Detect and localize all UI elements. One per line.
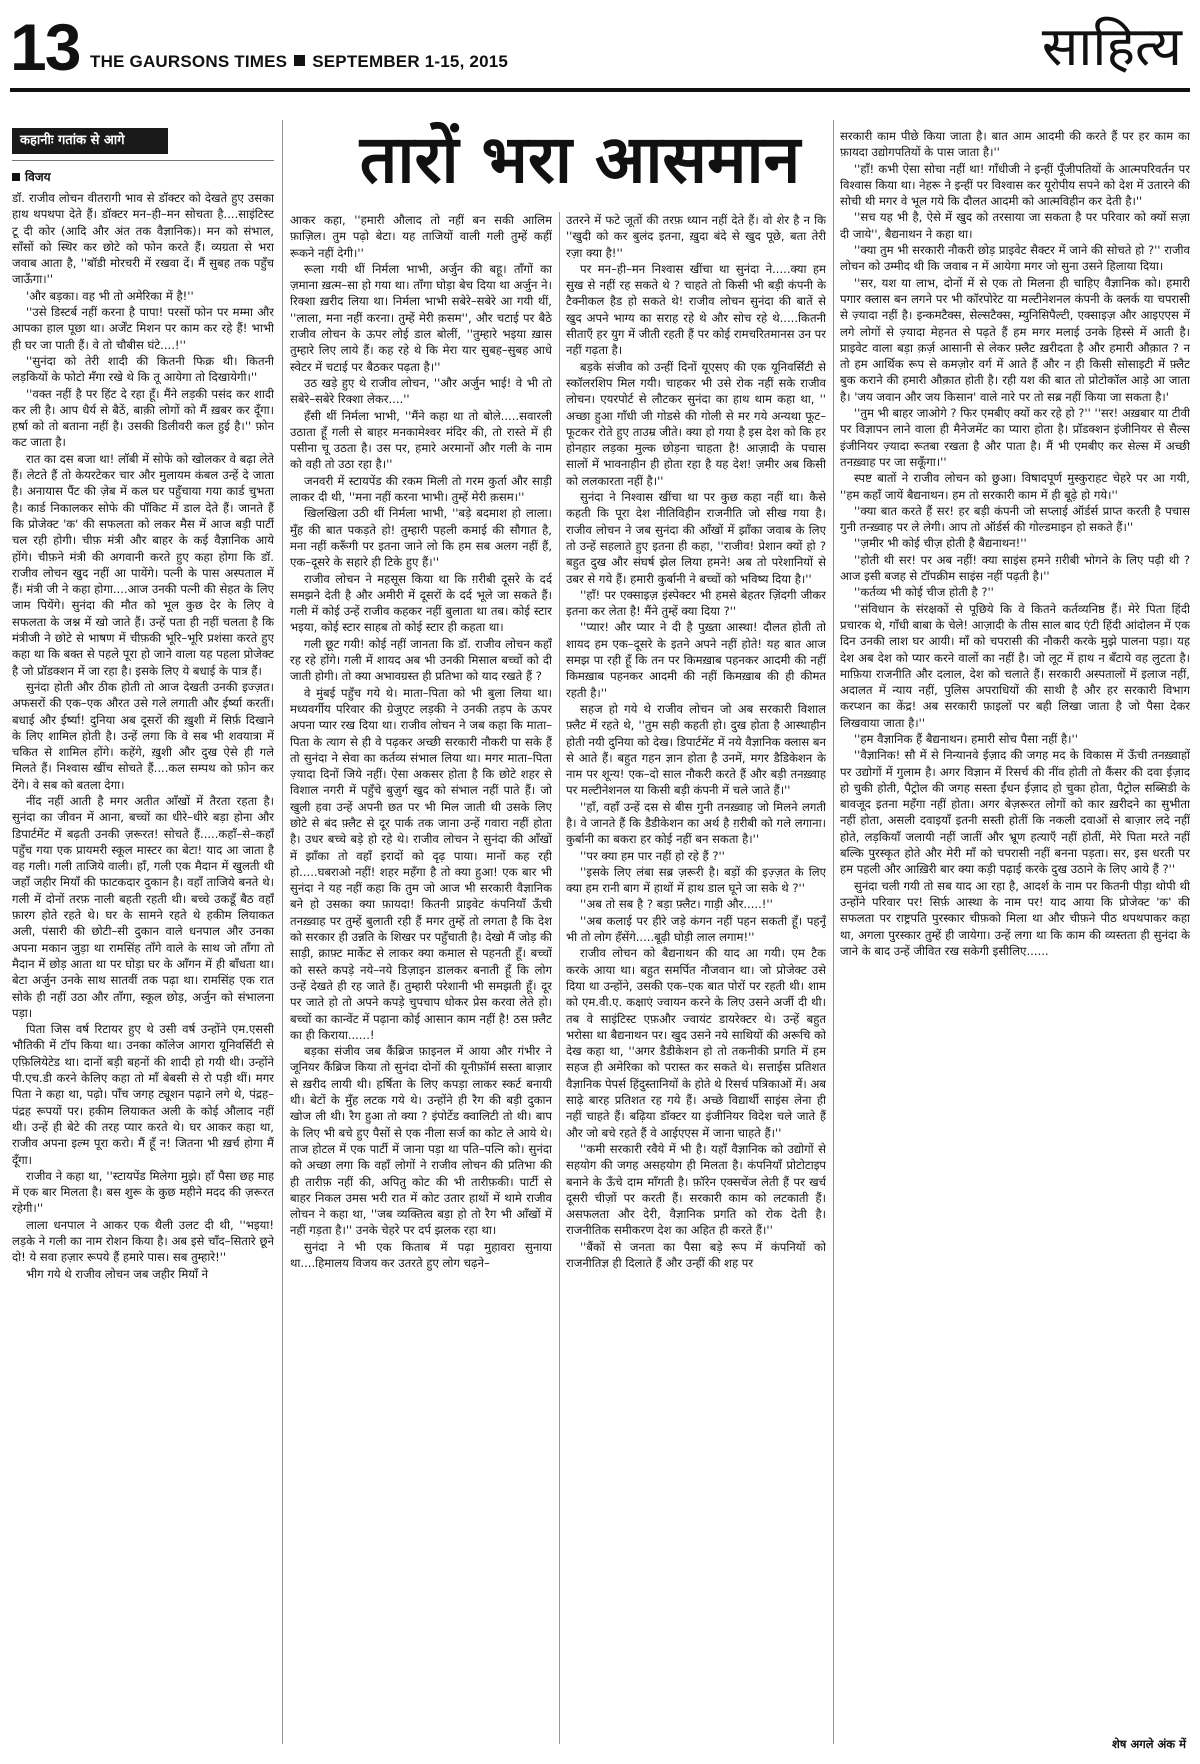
story-kicker: कहानीः गतांक से आगे bbox=[12, 128, 168, 154]
article-paragraph: डॉ. राजीव लोचन वीतरागी भाव से डॉक्टर को देखते हुए उसका हाथ थपथपा देते हैं। डॉक्टर मन–ही–मन सोचता है....साइंटिस्ट टू दी कोर (आदि और अंत तक वैज्ञानिक)। मन को संभाल, साँसों को स्थिर कर छोटे को फोन करते हैं। व्यग्रता से भरा जवाब आता है, ''बॉडी मोरचरी में रखवा दें। मैं सुबह तक पहुँच जाऊँगा।'' bbox=[12, 191, 274, 287]
continued-note: शेष अगले अंक में bbox=[1111, 1737, 1186, 1751]
article-paragraph: हँसी थीं निर्मला भाभी, ''मैंने कहा था तो बोले.....सवारली उठाता हूँ गली से बाहर मनकामेश्वर मंदिर की, तो रास्ते में ही पसीना चू उठता है। उस पर, हमारे अरमानों और गली के नाम को वही तो उठा रहा है।'' bbox=[290, 408, 552, 472]
article-paragraph: सुनंदा होती और ठीक होती तो आज देखती उनकी इज्ज़त। अफसरों की एक–एक औरत उसे गले लगाती और ईर्ष्या करतीं। बधाई और ईर्ष्या! दुनिया अब दूसरों की ख़ुशी में सिर्फ़ दिखाने के लिए शामिल होती है। उन्हें लगा कि वे सब भी शवयात्रा में चकित से शामिल होंगे। कहेंगे, ख़ुशी और दुख ऐसे ही गले मिलते हैं। निश्वास खींच सोचते हैं....कल सम्पथ को फ़ोन कर देंगे। वे सब को बतला देगा। bbox=[12, 679, 274, 792]
article-column-4 bbox=[840, 128, 1190, 1718]
article-paragraph: आकर कहा, ''हमारी औलाद तो नहीं बन सकी आलिम फ़ाज़िल। तुम पढ़ो बेटा। यह ताजियों वाली गली तुम्हें कहीं रूकने नहीं देगी।'' bbox=[290, 213, 552, 260]
issue-date: SEPTEMBER 1-15, 2015 bbox=[312, 52, 509, 71]
article-paragraph: ''संविधान के संरक्षकों से पूछिये कि वे कितने कर्तव्यनिष्ठ हैं। मेरे पिता हिंदी प्रचारक थे, गाँधी बाबा के चेले! आज़ादी के तीस साल बाद एंटी हिंदी आंदोलन में एक दिन उनकी लाश घर आयी। माँ को चपरासी की नौकरी करके मुझे पालना पड़ा। यह देश अब देश को प्यार करने वालों का नहीं है। जो लूट में हाथ न बँटाये वह लुटता है। माफ़िया राजनीति और दलाल, देश को चलाते हैं। सरकारी अस्पतालों में इलाज नहीं, अदालत में न्याय नहीं, पुलिस अपराधियों की साथी है और हर सरकारी विभाग करप्शन का केंद्र! अब सरकारी फ़ाइलों पर बही लिखा जाता है जो पैसा देकर लिखवाया जाता है।'' bbox=[840, 601, 1190, 730]
page-number: 13 bbox=[10, 10, 80, 84]
article-paragraph: ''कमी सरकारी रवैये में भी है। यहाँ वैज्ञानिक को उद्योगों से सहयोग की जगह असहयोग ही मिलता है। कंपनियाँ प्रोटोटाइप बनाने के ऊँचे दाम माँगती है। फ़ॉरेन एक्सचेंज लेती हैं पर खर्च दूसरी चीज़ों पर करती हैं। सरकारी काम को लटकाती हैं। असफलता और देरी, वैज्ञानिक प्रगति को रोक देती है। राजनीतिक समीकरण देश का अहित ही करते हैं।'' bbox=[566, 1141, 826, 1238]
article-paragraph: ''तुम भी बाहर जाओगे ? फिर एमबीए क्यों कर रहे हो ?'' ''सर! अख़बार या टीवी पर विज्ञापन लाने वाला ही मैनेजमेंट का प्यारा होता है। प्रॉडक्शन इंजीनियर से सैल्स इंजीनियर ज़्यादा रूतबा रखता है और पाता है। मैं भी एमबीए कर सेल्स में अच्छी तनख़्वाह पर जा सकूँगा।'' bbox=[840, 406, 1190, 469]
article-paragraph: उठ खड़े हुए थे राजीव लोचन, ''और अर्जुन भाई! वे भी तो सबेरे–सबेरे रिक्शा लेकर....'' bbox=[290, 375, 552, 407]
article-paragraph: खिलखिला उठी थीं निर्मला भाभी, ''बड़े बदमाश हो लाला। मुँह की बात पकड़ते हो! तुम्हारी पहली कमाई की सौगात है, मना नहीं करूँगी पर इतना जाने लो कि हम सब अलग नहीं हैं, एक–दूसरे के सहारे ही टिके हुए हैं।'' bbox=[290, 506, 552, 570]
article-paragraph: स्पष्ट बातों ने राजीव लोचन को छुआ। विषादपूर्ण मुस्कुराहट चेहरे पर आ गयी, ''हम कहाँ जायें बैद्यनाथन। हम तो सरकारी काम में ही बूढ़े हो गये।'' bbox=[840, 471, 1190, 502]
column-divider bbox=[833, 120, 834, 1744]
article-paragraph: ''इसके लिए लंबा सब्र ज़रूरी है। बड़ों की इज़्ज़त के लिए क्या हम रानी बाग में हाथों में हाथ डाल घूने जा सके थे ?'' bbox=[566, 864, 826, 896]
article-paragraph: सरकारी काम पीछे किया जाता है। बात आम आदमी की करते हैं पर हर काम का फ़ायदा उद्योगपतियों के पास जाता है।'' bbox=[840, 129, 1190, 160]
byline-square-icon bbox=[12, 173, 20, 181]
article-paragraph: ''वक्त नहीं है पर हिंट दे रहा हूँ। मैंने लड़की पसंद कर शादी कर ली है। आप धैर्य से बैठें, बाक़ी लोगों को मैं ख़बर कर दूँगा। हर्षा को तो बताना नहीं है। उसकी डिलीवरी कल हुई है।'' फ़ोन कट जाता है। bbox=[12, 386, 274, 450]
article-paragraph: राजीव ने कहा था, ''स्टायपेंड मिलेगा मुझे। हाँ पैसा छह माह में एक बार मिलता है। बस शुरू के कुछ महीने मदद की ज़रूरत रहेगी।'' bbox=[12, 1168, 274, 1216]
article-paragraph: उतरने में फटे जूतों की तरफ़ ध्यान नहीं देते हैं। वो शेर है न कि ''खुदी को कर बुलंद इतना, ख़ुदा बंदे से खुद पूछे, बता तेरी रज़ा क्या है!'' bbox=[566, 213, 826, 260]
article-paragraph: ''सुनंदा को तेरी शादी की कितनी फिक्र थी। कितनी लड़कियों के फोटो मँगा रखे थे कि तू आयेगा तो दिखायेगी।'' bbox=[12, 353, 274, 385]
header-rule bbox=[10, 88, 1190, 92]
article-paragraph: ''हाँ, वहाँ उन्हें दस से बीस गुनी तनख़्वाह जो मिलने लगती है। वे जानते हैं कि डैडीकेशन का अर्थ है ग़रीबी को गले लगाना। कुर्बानी का बकरा हर कोई नहीं बन सकता है।'' bbox=[566, 799, 826, 847]
section-title: साहित्य bbox=[1041, 15, 1182, 78]
article-paragraph: ''कर्तव्य भी कोई चीज होती है ?'' bbox=[854, 585, 994, 600]
article-paragraph: गली छूट गयी! कोई नहीं जानता कि डॉ. राजीव लोचन कहाँ रह रहे होंगे। गली में शायद अब भी उनकी मिसाल बच्चों को दी जाती होगी। तो क्या अभावग्रस्त ही प्रतिभा को याद रखते हैं ? bbox=[290, 636, 552, 684]
article-paragraph: बड़के संजीव को उन्हीं दिनों यूएसए की एक यूनिवर्सिटी से स्कॉलरशिप मिल गयी। चाहकर भी उसे रोक नहीं सके राजीव लोचन। एयरपोर्ट से लौटकर सुनंदा का हाथ थाम कहा था, '' अच्छा हुआ गाँधी जी गोडसे की गोली से मर गये अन्यथा फूट–फूटकर रोते हुए ताउम्र जीते। क्या हो गया है इस देश को कि हर होनहार लड़का मुल्क छोड़ना चाहता है! आज़ादी के पचास सालों में भावनाहीन ही होता रहा है यह देश! ज़मीर अब किसी को ललकारता नहीं है।'' bbox=[566, 359, 826, 488]
article-paragraph: पिता जिस वर्ष रिटायर हुए थे उसी वर्ष उन्होंने एम.एससी भौतिकी में टॉप किया था। उनका कॉलेज आगरा यूनिवर्सिटी से एफ़िलियेटेड था। दानों बड़ी बहनों की शादी हो गयी थी। उन्होंने पी.एच.डी करने केलिए कहा तो माँ बेबसी से रो पड़ी थीं। मगर पिता ने कहा था, पढ़ो। पाँच जगह ट्यूशन पढ़ाने लगे थे, पंद्रह–पंद्रह रूपयों पर। हकीम लियाकत अली के कोई औलाद नहीं थी। उन्हें ही बेटे की तरह प्यार करते थे। घर आकर कहा था, राजीव अपना इल्म पूरा करो। मैं हूँ न! जितना भी ख़र्च होगा मैं दूँगा। bbox=[12, 1022, 274, 1167]
article-paragraph: ''हाँ! पर एक्साइज़ इंस्पेक्टर भी हमसे बेहतर ज़िंदगी जीकर इतना कर लेता है! मैंने तुम्हें क्या दिया ?'' bbox=[566, 587, 826, 619]
article-paragraph: जनवरी में स्टायपेंड की रकम मिली तो गरम कुर्ता और साड़ी लाकर दी थी, ''मना नहीं करना भाभी। तुम्हें मेरी क़सम।'' bbox=[290, 473, 552, 505]
article-paragraph: राजीव लोचन को बैद्यनाथन की याद आ गयी। एम टैक करके आया था। बहुत समर्पित नौजवान था। जो प्रोजेक्ट उसे दिया था उन्होंने, उसकी एक–एक बात पोरों पर रहती थी। शाम को एम.वी.ए. कक्षाएं ज्वायन करने के लिए उसने अर्जी दी थी। तब वे साइंटिस्ट एफ़और ज्वायंट डायरेक्टर थे। उन्हें बहुत भरोसा था बैद्यनाथन पर। खुद उसने नये साथियों की अरूचि को देख कहा था, ''अगर डैडीकेशन हो तो तकनीकी प्रगति में हम सहज ही अमेरिका को परास्त कर सकते थे। सत्ताईस प्रतिशत वैज्ञानिक पेपर्स हिंदुस्तानियों के होते थे रिसर्च पत्रिकाओं में। अब साढ़े बारह प्रतिशत रह गये हैं। अच्छे विद्यार्थी साइंस लेना ही नहीं चाहते हैं। बढ़िया डॉक्टर या इंजीनियर विदेश चले जाते हैं और जो बचे रहते हैं वे आईएएस में जाना चाहते हैं।'' bbox=[566, 946, 826, 1140]
article-paragraph: सहज हो गये थे राजीव लोचन जो अब सरकारी विशाल फ़्लैट में रहते थे, ''तुम सही कहती हो। दुख होता है आस्थाहीन होती नयी दुनिया को देख। डिपार्टमेंट में नये वैज्ञानिक क्लास बन से आते हैं। बहुत गहन ज्ञान होता है उनमें, मगर डैडिकेशन के नाम पर शून्य! एक–दो साल नौकरी करते हैं और बड़ी तनख़्वाह पर मल्टीनेशनल या किसी बड़ी कंपनी में चले जाते हैं।'' bbox=[566, 701, 826, 798]
article-column-3 bbox=[566, 212, 826, 1750]
article-paragraph: ''अब तो सब है ? बड़ा फ़्लैट। गाड़ी और.....!'' bbox=[580, 897, 773, 912]
article-paragraph: रूला गयी थीं निर्मला भाभी, अर्जुन की बहू। ताँगों का ज़माना ख़त्म–सा हो गया था। ताँगा घोड़ा बेच दिया था अर्जुन ने। रिक्शा ख़रीद लिया था। निर्मला भाभी सबेरे–सबेरे आ गयी थीं, ''लाला, मना नहीं करना। तुम्हें मेरी क़सम'', और चटाई पर बैठे राजीव लोचन के ऊपर लोई डाल बोलीं, ''तुम्हारे भइया ख़ास तुम्हारे लिए लाये हैं। कह रहे थे कि मेरा यार सुबह–सुबह आधे स्वेटर में चटाई पर बैठकर पढ़ता है।'' bbox=[290, 261, 552, 374]
story-title: तारों भरा आसमान bbox=[359, 121, 801, 198]
article-paragraph: ''उसे डिस्टर्ब नहीं करना है पापा! परसों फोन पर मम्मा और आपका हाल पूछा था। अर्जेंट मिशन पर काम कर रहे हैं! भाभी ही घर जा पाती हैं। वे तो चौबीस घंटे....!'' bbox=[12, 305, 274, 352]
article-paragraph: ''प्यार! और प्यार ने दी है पुख़्ता आस्था! दौलत होती तो शायद हम एक–दूसरे के इतने अपने नहीं होते! यह बात आज समझ पा रही हूँ कि तन पर किमख़ाब पहनकर आदमी की नहीं किमख़ाब पहनकर आदमी की नहीं किमख़ाब की ही कीमत रहती है।'' bbox=[566, 620, 826, 700]
article-paragraph: राजीव लोचन ने महसूस किया था कि ग़रीबी दूसरे के दर्द समझने देती है और अमीरी में दूसरों के दर्द भूले जा सकते हैं। गली में कोई उन्हें राजीव कहकर नहीं बुलाता था तब। कोई स्टार भइया, कोई स्टार साहब तो कोई स्टार ही कहता था। bbox=[290, 571, 552, 635]
article-paragraph: ''सच यह भी है, ऐसे में खुद को तरसाया जा सकता है पर परिवार को क्यों सज़ा दी जाये'', बैद्यनाथन ने कहा था। bbox=[840, 210, 1190, 241]
byline bbox=[12, 168, 51, 185]
article-paragraph: पर मन–ही–मन निश्वास खींचा था सुनंदा ने.....क्या हम सुख से नहीं रह सकते थे ? चाहते तो किसी भी बड़ी कंपनी के टैक्नीकल हैड हो सकते थे! राजीव लोचन सुनंदा की बातें से खुद अपने भाग्य का सराह रहे थे और सोच रहे थे.....कितनी सीताएँ हर युग में जीती रहती हैं पर कोई रामचरितमानस उन पर नहीं गढ़ता है। bbox=[566, 261, 826, 358]
author-name: विजय bbox=[25, 170, 51, 184]
article-paragraph: सुनंदा ने भी एक किताब में पढ़ा मुहावरा सुनाया था....हिमालय विजय कर उतरते हुए लोग चढ़ने– bbox=[290, 1239, 552, 1270]
article-column-2 bbox=[290, 212, 552, 1750]
article-paragraph: वे मुंबई पहुँच गये थे। माता–पिता को भी बुला लिया था। मध्यवर्गीय परिवार की ग्रेजुएट लड़की ने उनकी तड़प के ऊपर अपना प्यार रख दिया था। राजीव लोचन ने जब कहा कि माता–पिता के त्याग से ही वे पढ़कर अच्छी सरकारी नौकरी पा सके हैं तो सुनंदा ने सेवा का कर्तव्य संभाल लिया था। मगर माता–पिता ज़्यादा दिनों जिये नहीं। ऐसा अकसर होता है कि छोटे शहर से विशाल नगरी में पहुँचे बुज़ुर्ग खुद को संभाल नहीं पाते हैं। जो खुली हवा उन्हें अपनी छत पर भी मिल जाती थी उसके लिए छोटे से बंद फ़्लैट से दूर पार्क तक जाना उन्हें गवारा नहीं होता है। उधर बच्चे बड़े हो रहे थे। राजीव लोचन ने सुनंदा की आँखों में झाँका तो वहाँ इरादों को दृढ़ पाया। मानों कह रही हो.....घबराओ नहीं! शहर महँगा है तो क्या हुआ! एक बार भी सुनंदा ने यह नहीं कहा कि तुम जो आज भी सरकारी वैज्ञानिक बने हो उसका क्या फ़ायदा! कितनी प्राइवेट कंपनियाँ ऊँची तनख़्वाह पर तुम्हें बुलाती रही हैं मगर तुम्हें तो लगता है कि देश को सरकार ही उन्नति के शिखर पर पहुँचाती है। देखो मैं जोड़ की साड़ी, क्राफ़्ट मार्केट से लाकर क्या कमाल से पहनती हूँ। बच्चों को सस्ते कपड़े नये–नये डिज़ाइन डालकर बनाती हूँ कि लोग उन्हें देखते ही रह जाते हैं। तुम्हारी परेशानी भी समझती हूँ। दूर पर जाते हो तो अपने कपड़े चुपचाप धोकर प्रेस करवा लेते हो। बच्चों का कान्वेंट में पढ़ाना कोई आसान काम नहीं है! ठस फ़्लैट का ही किराया......! bbox=[290, 685, 552, 1042]
article-paragraph: रात का दस बजा था! लॉबी में सोफे को खोलकर वे बढ़ा लेते हैं। लेटते हैं तो केयरटेकर चार और मुलायम कंबल उन्हें दे जाता है। अनायास पैंट की ज़ेब में कल घर पहुँचाया गया कार्ड चुभता है। कार्ड निकालकर सोफे की पॉकिट में डाल देते हैं। जानते हैं कि प्रोजेक्ट 'क' की सफलता को लकर मैस में आज बड़ी पार्टी चल रही होगी। चीफ़ मंत्री और बाहर के कई वैज्ञानिक आये होंगे। चीफ़ने मंत्री की अगवानी करते हुए कहा होगा कि डॉ. राजीव लोचन खुद नहीं आ पायेंगे। पत्नी के पास अस्पताल में हैं। मंत्री जी ने कहा होगा....आज उनकी पत्नी की सेहत के लिए जाम पियेंगे। सुनंदा की मौत को भूल कुछ देर के लिए वे सफलता के जश्न में खो जाते हैं। उन्हें पता ही नहीं चलता है कि मंत्रीजी ने छोटे से भाषण में चीफ़की भूरि–भूरि प्रशंसा करते हुए कहा था कि बक्त से पहले पूरा हो जाने वाला यह पहला प्रोजेक्ट है जो प्रॉडक्शन में जा रहा है। इसके लिए ये बधाई के पात्र हैं। bbox=[12, 451, 274, 678]
article-paragraph: ''क्या तुम भी सरकारी नौकरी छोड़ प्राइवेट सैक्टर में जाने की सोचते हो ?'' राजीव लोचन को उम्मीद थी कि जवाब न में आयेगा मगर जो सुना उसने हिलाया दिया। bbox=[840, 243, 1190, 274]
article-paragraph: सुनंदा ने निश्वास खींचा था पर कुछ कहा नहीं था। कैसे कहती कि पूरा देश नीतिविहीन राजनीति जो सीख गया है। राजीव लोचन ने जब सुनंदा की आँखों में झाँका जवाब के लिए तो उन्हें सहलाते हुए इतना ही कहा, ''राजीव! प्रेशान क्यों हो ? बहुत दुख और संघर्ष झेल लिया हमने! अब तो परेशानियों से उबर से गये हैं। हमारी कुर्बानी ने बच्चों को भविष्य दिया है।'' bbox=[566, 490, 826, 586]
masthead-title: THE GAURSONS TIMES bbox=[90, 52, 288, 71]
article-paragraph: ''वैज्ञानिक! सौ में से निन्यानवे ईज़ाद की जगह मद के विकास में ऊँची तनख़्वाहों पर उद्योगों में गुलाम है। अगर विज्ञान में रिसर्च की नींव होती तो कैंसर की दवा ईज़ाद हो चुकी होती, पैट्रोल की जगह सस्ता ईंधन ईज़ाद हो चुका होता, पैट्रोल सब्सिडी के बावजूद इतना महँगा नहीं होता। अगर बेज़रूरत लोगों को कार ख़रीदने का सुभीता नहीं होता, असली दवाइयाँ इतनी सस्ती होतीं कि नकली दवाओं से बाज़ार लदे नहीं होते, लड़कियाँ जलायी नहीं जातीं और भ्रूण हत्याएँ नहीं होतीं, मेरे पिता मरते नहीं बल्कि पुरस्कृत होते और मेरी माँ को चपरासी नहीं बनना पड़ता। सर, इस धरती पर हम पहली और आख़िरी बार क्या कड़ी पढ़ाई करके दुख उठाने के लिए आये हैं ?'' bbox=[840, 748, 1190, 877]
article-paragraph: लाला धनपाल ने आकर एक थैली उलट दी थी, ''भइया! लड़के ने गली का नाम रोशन किया है। अब इसे चाँद–सितारे छूने दो! ये सवा हज़ार रूपये हैं हमारे पास। सब तुम्हारे!'' bbox=[12, 1217, 274, 1265]
article-paragraph: ''अब कलाई पर हीरे जड़े कंगन नहीं पहन सकती हूँ। पहनूँ भी तो लोग हँसेंगे.....बूढ़ी घोड़ी लाल लगाम!'' bbox=[566, 913, 826, 945]
article-paragraph: सुनंदा चली गयी तो सब याद आ रहा है, आदर्श के नाम पर कितनी पीड़ा थोपी थी उन्होंने परिवार पर! सिर्फ़ आस्था के नाम पर! याद आया कि प्रोजेक्ट 'क' की सफलता पर राष्ट्रपति पुरस्कार चीफ़को मिला था और चीफ़ने पीठ थपथपाकर कहा था, अगला पुरस्कार तुम्हें ही जायेगा। उन्हें लगा था कि काम की व्यस्तता ही सुनंदा के जाने के बाद उन्हें जीवित रख सकेगी इसीलिए...... bbox=[840, 878, 1190, 958]
article-paragraph: ''हम वैज्ञानिक हैं बैद्यनाथन। हमारी सोच पैसा नहीं है।'' bbox=[854, 731, 1078, 746]
article-column-1 bbox=[12, 190, 274, 1750]
article-paragraph: ''ज़मीर भी कोई चीज़ होती है बैद्यनाथन!'' bbox=[854, 536, 1027, 551]
article-paragraph: ''क्या बात करते हैं सर! हर बड़ी कंपनी जो सप्लाई ऑर्डर्स प्राप्त करती है पचास गुनी तन्ख़्वाह पर ले लेगी। आप तो ऑर्डर्स की गोल्डमाइन हो सकते हैं।'' bbox=[840, 503, 1190, 535]
article-paragraph: ''सर, यश या लाभ, दोनों में से एक तो मिलना ही चाहिए वैज्ञानिक को। हमारी पगार क्लास बन लगने पर भी कॉरपोरेट या मल्टीनेशनल कंपनी के क्लर्क या चपरासी से ज़्यादा नहीं है। इन्कमटैक्स, सेल्सटैक्स, म्युनिसिपैल्टी, एक्साइज़ और आइएएस में लगे लोगों से ज़्यादा मेहनत से पढ़ते हैं हम मगर मलाई उनके हिस्से में आती है। प्राइवेट वाला बड़ा क़र्ज़ आसानी से लेकर फ़्लैट ख़रीदता है और हमारी औक़ात ? न तो हम आर्थिक रूप से कमज़ोर वर्ग में आते हैं और न ही किसी सोसाइटी में फ़्लैट बुक कराने की हमारी औक़ात होती है। रही यश की बात तो प्रोटोकॉल आड़े आ जाता है। 'जय जवान और जय किसान' वाले नारे पर तो सब्र नहीं किया जा सकता है।' bbox=[840, 275, 1190, 404]
article-paragraph: ''बैंकों से जनता का पैसा बड़े रूप में कंपनियों को राजनीतिज्ञ ही दिलाते हैं और उन्हीं की शह पर bbox=[566, 1239, 826, 1270]
column-divider bbox=[559, 212, 560, 1744]
article-paragraph: 'और बड़का। वह भी तो अमेरिका में है!'' bbox=[26, 288, 194, 303]
masthead bbox=[90, 52, 508, 72]
article-paragraph: भीग गये थे राजीव लोचन जब जहीर मियाँ ने bbox=[26, 1266, 209, 1281]
column-divider bbox=[282, 120, 283, 1744]
article-paragraph: ''पर क्या हम पार नहीं हो रहे हैं ?'' bbox=[580, 848, 725, 863]
page-header bbox=[10, 12, 1190, 90]
kicker-rule bbox=[12, 160, 274, 161]
article-paragraph: बड़का संजीव जब कैंब्रिज फ़ाइनल में आया और गंभीर ने जूनियर कैंब्रिज किया तो सुनंदा दोनों की यूनीफ़ॉर्म सस्ता बाज़ार से ख़रीद लायी थी। हर्षिता के लिए कपड़ा लाकर स्कर्ट बनायी थी। बेटों के मुँह लटक गये थे। उन्होंने ही रैग की बड़ी दुकान खोज ली थी। रैग हुआ तो क्या ? इंपोर्टेड क्वालिटी तो थी। बाप के लिए भी बचे हुए पैसों से एक नीला सर्ज का कोट ले आये थे। ताज होटल में एक पार्टी में जाना पड़ा था पति–पत्नि को। सुनंदा को अच्छा लगा कि वहाँ लोगों ने राजीव लोचन की प्रतिभा की ही तारीफ़ नहीं की, अपितु कोट की भी तारीफ़की। पार्टी से बाहर निकल उमस भरी रात में कोट उतार हाथों में थामे राजीव लोचन ने कहा था, ''जब व्यक्तित्व बड़ा हो तो रैग भी आँखों में नहीं गड़ता है।'' उनके चेहरे पर दर्प झलक रहा था। bbox=[290, 1044, 552, 1238]
article-paragraph: ''हाँ! कभी ऐसा सोचा नहीं था! गाँधीजी ने इन्हीं पूँजीपतियों के आत्मपरिवर्तन पर विश्वास किया था। नेहरू ने इन्हीं पर विश्वास कर यूरोपीय सपने को देश में उतारने की सोची थी मगर वे भूल गये कि दौलत आदमी को आत्मविहीन कर देती है।'' bbox=[840, 161, 1190, 209]
article-paragraph: ''होती थी सर! पर अब नहीं! क्या साइंस हमने ग़रीबी भोगने के लिए पढ़ी थी ? आज इसी बजह से टॉपक्रीम साइंस नहीं पढ़ती है।'' bbox=[840, 552, 1190, 584]
separator-square-icon bbox=[294, 55, 305, 66]
article-paragraph: नींद नहीं आती है मगर अतीत आँखों में तैरता रहता है। सुनंदा का जीवन में आना, बच्चों का धीरे–धीरे बड़ा होना और डिपार्टमेंट में बढ़ती उनकी ज़रूरत! सोचते हैं.....कहाँ–से–कहाँ पहुँच गया एक प्रायमरी स्कूल मास्टर का बेटा! याद आ जाता है वह गली। गली ताजिये वाली। हाँ, गली एक मैदान में खुलती थी जहाँ जहीर मियाँ की फाटकदार दुकान है। वहाँ ताजिये बनते थे। गली में दोनों तरफ़ नाली बहती रहती थी। बच्चे उकडूँ बैठ वहाँ फ़ारग होते रहते थे। घर के सामने रहते थे हकीम लियाकत अली, पंसारी की छोटी–सी दुकान वाले धनपाल और उनका अपना मकान जुड़ा था रामसिंह ताँगे वाले के साथ जो ताँगा तो मैदान में छोड़ आता था पर घोड़ा घर के आँगन में ही बाँधता था। बेटा अर्जुन उनके साथ सातवीं तक पढ़ा था। रामसिंह एक रात सोके ही नहीं उठा और ताँगा, स्कूल छोड़, अर्जुन को संभालना पड़ा। bbox=[12, 793, 274, 1020]
